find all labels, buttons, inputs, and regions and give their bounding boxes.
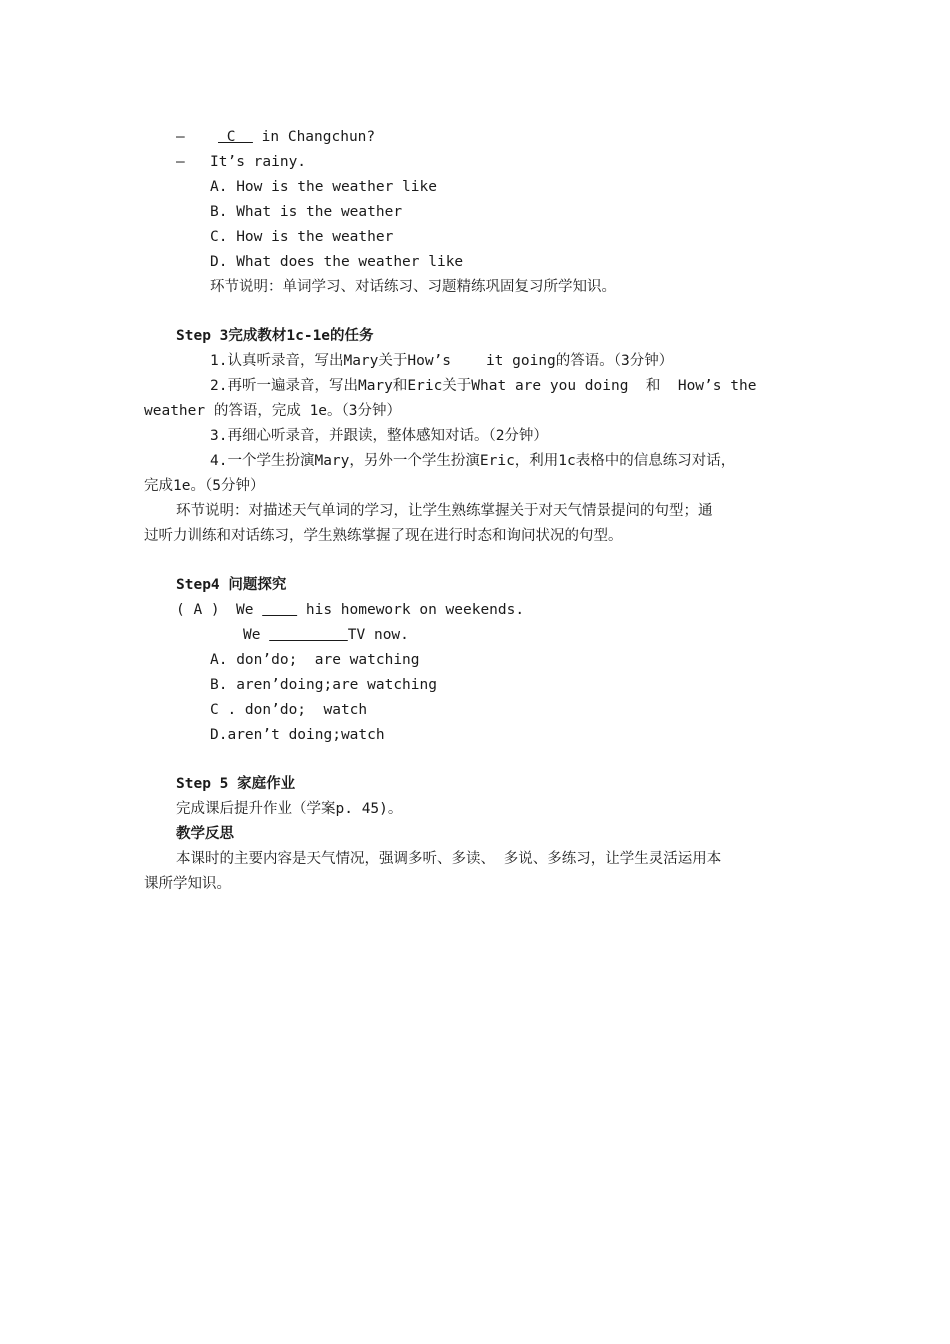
- line1-end: his homework on weekends.: [297, 602, 525, 618]
- step4-heading: Step4 问题探究: [176, 577, 287, 593]
- option-c: C. How is the weather: [210, 229, 394, 245]
- dash-marker: —: [176, 129, 185, 145]
- step5-text: 完成课后提升作业（学案p. 45)。: [176, 801, 403, 817]
- blank-1: [262, 602, 297, 618]
- step3-item-4: 4.一个学生扮演Mary，另外一个学生扮演Eric，利用1c表格中的信息练习对话，: [210, 453, 736, 469]
- question-line-2: [243, 625, 409, 645]
- option-a: A. don’do; are watching: [210, 652, 420, 668]
- stem-text: in Changchun?: [252, 129, 376, 145]
- step3-heading: Step 3完成教材1c-1e的任务: [176, 328, 374, 344]
- dash-marker: —: [176, 154, 185, 170]
- step3-item-2: 2.再听一遍录音，写出Mary和Eric关于What are you doing 和 How’s the: [210, 378, 757, 394]
- question-stem: [218, 127, 375, 147]
- reply-text: It’s rainy.: [210, 154, 307, 170]
- line2-start: We: [243, 627, 270, 643]
- question-line-1: [236, 600, 524, 620]
- step3-item-2-cont: weather 的答语，完成 1e。（3分钟）: [144, 403, 402, 419]
- reflection-line-1: 本课时的主要内容是天气情况，强调多听、多读、 多说、多练习，让学生灵活运用本: [176, 851, 722, 867]
- blank-2: [269, 627, 348, 643]
- option-b: B. aren’doing;are watching: [210, 677, 437, 693]
- reflection-heading: 教学反思: [176, 826, 234, 842]
- step3-item-3: 3.再细心听录音，并跟读，整体感知对话。（2分钟）: [210, 428, 548, 444]
- answer-blank: C: [218, 129, 253, 145]
- step3-note-line-1: 环节说明：对描述天气单词的学习，让学生熟练掌握关于对天气情景提问的句型；通: [176, 503, 713, 519]
- option-d: D.aren’t doing;watch: [210, 727, 385, 743]
- option-c: C . don’do; watch: [210, 702, 368, 718]
- section-note: 环节说明：单词学习、对话练习、习题精练巩固复习所学知识。: [210, 279, 616, 295]
- option-b: B. What is the weather: [210, 204, 403, 220]
- step3-note-line-2: 过听力训练和对话练习，学生熟练掌握了现在进行时态和询问状况的句型。: [144, 528, 623, 544]
- step3-item-4-cont: 完成1e。（5分钟）: [144, 478, 265, 494]
- line1-start: We: [236, 602, 263, 618]
- reflection-line-2: 课所学知识。: [144, 876, 231, 892]
- answer-bracket: ( A ): [176, 602, 220, 618]
- option-a: A. How is the weather like: [210, 179, 437, 195]
- step3-item-1: 1.认真听录音，写出Mary关于How’s it going的答语。（3分钟）: [210, 353, 674, 369]
- step5-heading: Step 5 家庭作业: [176, 776, 296, 792]
- line2-end: TV now.: [347, 627, 409, 643]
- option-d: D. What does the weather like: [210, 254, 464, 270]
